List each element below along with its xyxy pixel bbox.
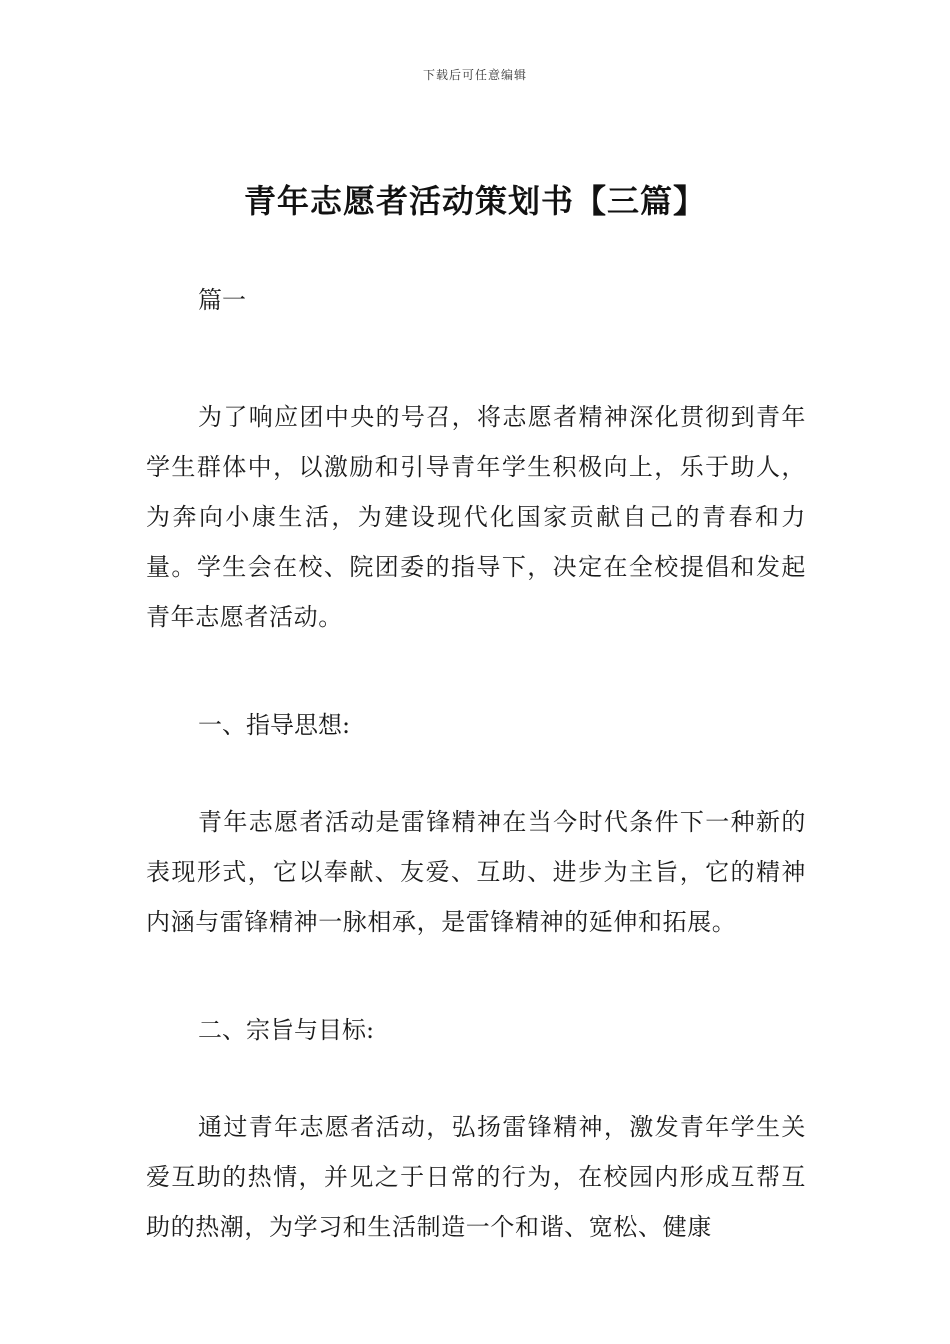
intro-paragraph: 为了响应团中央的号召，将志愿者精神深化贯彻到青年学生群体中，以激励和引导青年学生积极向上，乐于助人，为奔向小康生活，为建设现代化国家贡献自己的青春和力量。学生会在校、院团委的指导下，决定在全校提倡和发起青年志愿者活动。	[146, 403, 806, 631]
document-body	[146, 282, 806, 1252]
page-header-note: 下载后可任意编辑	[422, 68, 527, 82]
section-heading-purpose-goals: 二、宗旨与目标:	[198, 1016, 375, 1044]
section-paragraph-purpose-goals: 通过青年志愿者活动，弘扬雷锋精神，激发青年学生关爱互助的热情，并见之于日常的行为，在校园内形成互帮互助的热潮，为学习和生活制造一个和谐、宽松、健康	[146, 1113, 806, 1241]
section-heading-guiding-thought: 一、指导思想:	[198, 711, 351, 739]
part-label: 篇一	[198, 286, 246, 314]
section-paragraph-guiding-thought: 青年志愿者活动是雷锋精神在当今时代条件下一种新的表现形式，它以奉献、友爱、互助、进步为主旨，它的精神内涵与雷锋精神一脉相承，是雷锋精神的延伸和拓展。	[146, 808, 806, 936]
document-title: 青年志愿者活动策划书【三篇】	[243, 182, 706, 220]
